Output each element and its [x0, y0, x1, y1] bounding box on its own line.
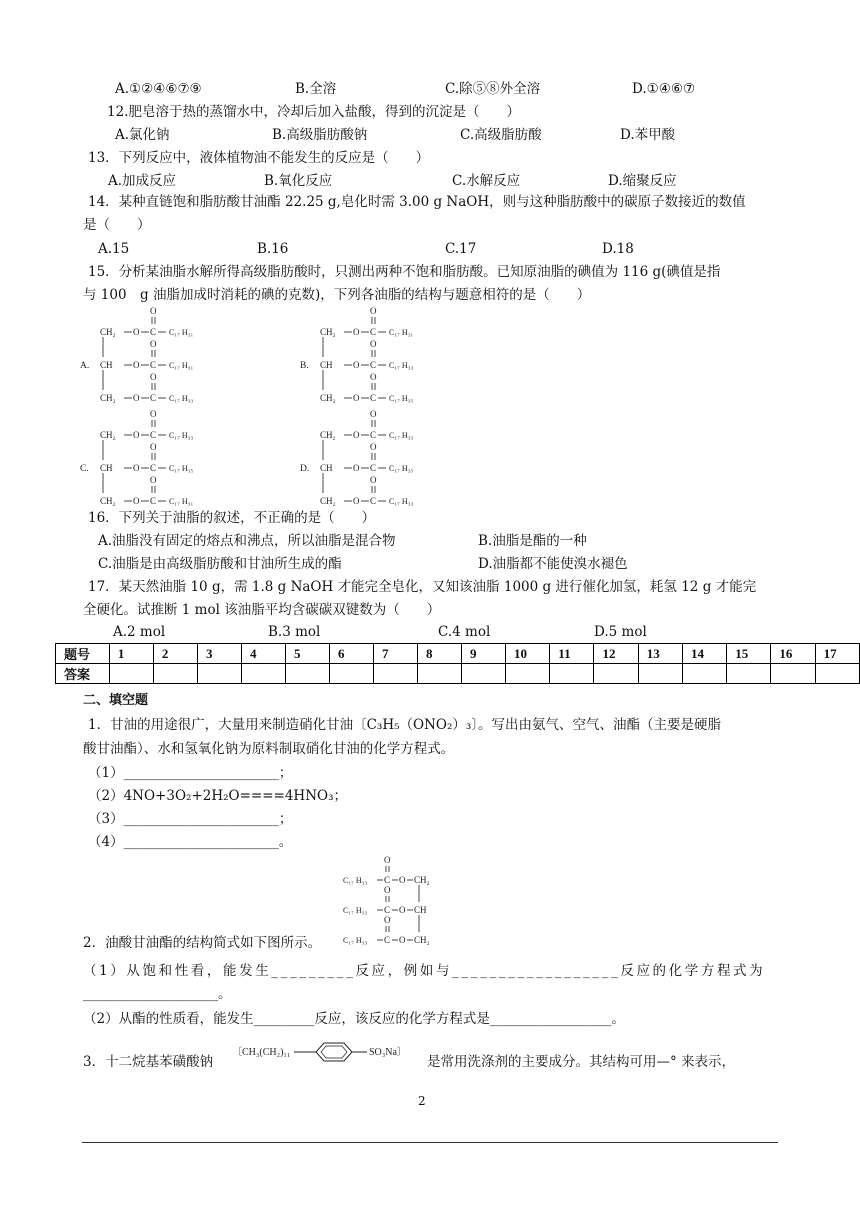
fatty-acid-chain: C₁₇ H₃₅	[389, 394, 414, 403]
s2-q2-line2: ____________________。	[83, 986, 232, 1002]
carbonyl-oxygen: O	[370, 409, 377, 419]
q11-option-a: A.①②④⑥⑦⑨	[115, 81, 202, 97]
carbonyl-carbon: C	[384, 905, 391, 915]
glycerol-carbon: CH₂	[100, 496, 116, 506]
q13-option-a: A.加成反应	[108, 173, 177, 189]
glycerol-carbon: CH₂	[320, 430, 336, 440]
q12-option-b: B.高级脂肪酸钠	[272, 127, 368, 143]
s2-q1-line2: 酸甘油酯）、水和氢氧化钠为原料制取硝化甘油的化学方程式。	[83, 741, 455, 757]
ester-oxygen: O	[353, 327, 360, 337]
carbonyl-carbon: C	[384, 935, 391, 945]
answer-cell[interactable]	[638, 664, 682, 684]
fatty-acid-chain: C₁₇ H₃₃	[169, 431, 194, 440]
oleic-chain: C₁₇ H₃₃	[343, 876, 368, 885]
fatty-acid-chain: C₁₇ H₃₁	[169, 497, 194, 506]
q16-option-c: C.油脂是由高级脂肪酸和甘油所生成的酯	[98, 556, 342, 572]
q17-option-b: B.3 mol	[268, 624, 321, 640]
fatty-acid-chain: C₁₇ H₃₃	[389, 431, 414, 440]
answer-cell[interactable]	[771, 664, 815, 684]
q14-option-c: C.17	[445, 241, 477, 257]
s2-q3-prefix: 3．十二烷基苯磺酸钠	[83, 1054, 214, 1070]
s2-q2-line1: （1）从饱和性看，能发生_________反应，例如与__________________反应的化学方程式为	[83, 963, 766, 979]
answer-cell[interactable]	[109, 664, 153, 684]
question-number-cell: 6	[329, 644, 373, 664]
formula-right: SO₃Na〕	[369, 1047, 407, 1058]
q12-stem: 12.肥皂溶于热的蒸馏水中，冷却后加入盐酸，得到的沉淀是（ ）	[107, 104, 520, 120]
glycerol-carbon: CH	[414, 905, 427, 915]
structure-c	[80, 405, 310, 509]
fatty-acid-chain: C₁₇ H₃₃	[389, 497, 414, 506]
q17-option-c: C.4 mol	[438, 624, 491, 640]
carbonyl-carbon: C	[150, 463, 157, 473]
q13-option-c: C.水解反应	[452, 173, 521, 189]
row-header-number: 题号	[56, 644, 110, 664]
answer-cell[interactable]	[462, 664, 506, 684]
answer-cell[interactable]	[594, 664, 638, 684]
q14-stem-line1: 14．某种直链饱和脂肪酸甘油酯 22.25 g,皂化时需 3.00 g NaOH，则与这种脂肪酸中的碳原子数接近的数值	[88, 194, 746, 210]
question-number-cell: 1	[109, 644, 153, 664]
q15-stem-line2: 与 100 g 油脂加成时消耗的碘的克数)，下列各油脂的结构与题意相符的是（ ）	[83, 287, 591, 303]
carbonyl-oxygen: O	[150, 475, 157, 485]
answer-table	[55, 643, 860, 684]
q11-option-b: B.全溶	[295, 81, 337, 97]
q17-option-d: D.5 mol	[594, 624, 647, 640]
answer-cell[interactable]	[815, 664, 859, 684]
carbonyl-carbon: C	[370, 393, 377, 403]
glycerol-carbon: CH₂	[320, 393, 336, 403]
structure-label: B.	[300, 361, 309, 371]
answer-table-number-row	[56, 644, 860, 664]
carbonyl-oxygen: O	[384, 915, 391, 925]
ester-oxygen: O	[133, 360, 140, 370]
fatty-acid-chain: C₁₇ H₃₁	[169, 328, 194, 337]
question-number-cell: 11	[550, 644, 594, 664]
carbonyl-oxygen: O	[370, 372, 377, 382]
carbonyl-carbon: C	[150, 430, 157, 440]
oleic-glyceride-structure	[343, 852, 453, 952]
question-number-cell: 14	[682, 644, 726, 664]
fatty-acid-chain: C₁₇ H₃₁	[389, 328, 414, 337]
glycerol-carbon: CH₂	[320, 496, 336, 506]
structure-label: C.	[80, 464, 89, 474]
question-number-cell: 4	[241, 644, 285, 664]
question-number-cell: 12	[594, 644, 638, 664]
s2-q1-item2: （2）4NO+3O₂+2H₂O====4HNO₃；	[88, 788, 347, 804]
answer-cell[interactable]	[727, 664, 771, 684]
q17-stem-line2: 全硬化。试推断 1 mol 该油脂平均含碳碳双键数为（ ）	[83, 602, 441, 618]
answer-cell[interactable]	[506, 664, 550, 684]
carbonyl-oxygen: O	[150, 372, 157, 382]
q17-option-a: A.2 mol	[113, 624, 166, 640]
carbonyl-carbon: C	[370, 360, 377, 370]
s2-q1-item4: （4）_______________________。	[88, 834, 293, 850]
q14-option-a: A.15	[98, 241, 130, 257]
structure-d	[300, 405, 530, 509]
q17-stem-line1: 17．某天然油脂 10 g，需 1.8 g NaOH 才能完全皂化，又知该油脂 1000 g 进行催化加氢，耗氢 12 g 才能完	[88, 579, 757, 595]
question-number-cell: 16	[771, 644, 815, 664]
question-number-cell: 3	[197, 644, 241, 664]
question-number-cell: 7	[374, 644, 418, 664]
q14-option-b: B.16	[257, 241, 289, 257]
question-number-cell: 15	[727, 644, 771, 664]
carbonyl-carbon: C	[150, 360, 157, 370]
ester-oxygen: O	[353, 360, 360, 370]
fatty-acid-chain: C₁₇ H₃₅	[389, 464, 414, 473]
answer-cell[interactable]	[329, 664, 373, 684]
q16-stem: 16．下列关于油脂的叙述，不正确的是（ ）	[88, 510, 376, 526]
answer-cell[interactable]	[374, 664, 418, 684]
q12-option-c: C.高级脂肪酸	[460, 127, 542, 143]
carbonyl-carbon: C	[384, 875, 391, 885]
s2-q2-line3: （2）从酯的性质看，能发生_________反应，该反应的化学方程式是__________________。	[83, 1011, 625, 1027]
glycerol-carbon: CH₂	[414, 875, 430, 885]
answer-cell[interactable]	[418, 664, 462, 684]
glycerol-carbon: CH	[320, 463, 333, 473]
dodecylbenzene-sulfonate-formula	[232, 1040, 427, 1078]
carbonyl-carbon: C	[370, 430, 377, 440]
carbonyl-oxygen: O	[150, 306, 157, 316]
question-number-cell: 8	[418, 644, 462, 664]
q12-option-d: D.苯甲酸	[620, 127, 676, 143]
s2-q1-item1: （1）_______________________；	[88, 765, 293, 781]
answer-table-answer-row	[56, 664, 860, 684]
ester-oxygen: O	[399, 905, 406, 915]
fatty-acid-chain: C₁₇ H₃₅	[169, 464, 194, 473]
question-number-cell: 9	[462, 644, 506, 664]
fatty-acid-chain: C₁₇ H₃₃	[169, 394, 194, 403]
question-number-cell: 5	[285, 644, 329, 664]
q11-option-d: D.①④⑥⑦	[632, 81, 696, 97]
ester-oxygen: O	[133, 430, 140, 440]
answer-cell[interactable]	[285, 664, 329, 684]
s2-q2-stem: 2．油酸甘油酯的结构简式如下图所示。	[83, 935, 322, 951]
ester-oxygen: O	[353, 463, 360, 473]
q12-option-a: A.氯化钠	[115, 127, 170, 143]
ester-oxygen: O	[133, 463, 140, 473]
glycerol-carbon: CH	[100, 360, 113, 370]
q13-option-b: B.氧化反应	[264, 173, 333, 189]
page-number: 2	[418, 1094, 426, 1108]
q16-option-a: A.油脂没有固定的熔点和沸点，所以油脂是混合物	[98, 533, 396, 549]
s2-q1-item3: （3）_______________________；	[88, 811, 293, 827]
fatty-acid-chain: C₁₇ H₃₁	[169, 361, 194, 370]
glycerol-carbon: CH₂	[100, 430, 116, 440]
answer-cell[interactable]	[682, 664, 726, 684]
glycerol-carbon: CH₂	[100, 327, 116, 337]
q13-option-d: D.缩聚反应	[608, 173, 677, 189]
structure-a	[80, 302, 310, 406]
q13-stem: 13．下列反应中，液体植物油不能发生的反应是（ ）	[88, 150, 430, 166]
carbonyl-oxygen: O	[150, 442, 157, 452]
ester-oxygen: O	[399, 875, 406, 885]
question-number-cell: 13	[638, 644, 682, 664]
oleic-chain: C₁₇ H₃₃	[343, 936, 368, 945]
carbonyl-oxygen: O	[370, 306, 377, 316]
answer-cell[interactable]	[550, 664, 594, 684]
section-title: 二、填空题	[83, 693, 149, 708]
ester-oxygen: O	[133, 327, 140, 337]
glycerol-carbon: CH₂	[414, 935, 430, 945]
glycerol-carbon: CH	[100, 463, 113, 473]
glycerol-carbon: CH₂	[320, 327, 336, 337]
answer-cell[interactable]	[153, 664, 197, 684]
ester-oxygen: O	[399, 935, 406, 945]
oleic-chain: C₁₇ H₃₃	[343, 906, 368, 915]
structure-label: A.	[80, 361, 90, 371]
fatty-acid-chain: C₁₇ H₃₃	[389, 361, 414, 370]
s2-q3-suffix: 是常用洗涤剂的主要成分。其结构可用—° 来表示，	[427, 1054, 736, 1070]
structure-b	[300, 302, 530, 406]
carbonyl-oxygen: O	[370, 442, 377, 452]
q14-option-d: D.18	[602, 241, 634, 257]
carbonyl-oxygen: O	[370, 475, 377, 485]
ester-oxygen: O	[353, 430, 360, 440]
ester-oxygen: O	[353, 496, 360, 506]
carbonyl-oxygen: O	[150, 409, 157, 419]
carbonyl-carbon: C	[150, 393, 157, 403]
q11-option-c: C.除⑤⑧外全溶	[445, 81, 541, 97]
question-number-cell: 17	[815, 644, 859, 664]
carbonyl-carbon: C	[370, 463, 377, 473]
footer-rule	[82, 1142, 778, 1143]
carbonyl-carbon: C	[370, 327, 377, 337]
q15-stem-line1: 15．分析某油脂水解所得高级脂肪酸时，只测出两种不饱和脂肪酸。已知原油脂的碘值为 116 g(碘值是指	[88, 264, 721, 280]
structure-label: D.	[300, 464, 310, 474]
answer-cell[interactable]	[197, 664, 241, 684]
carbonyl-carbon: C	[150, 327, 157, 337]
carbonyl-carbon: C	[150, 496, 157, 506]
question-number-cell: 2	[153, 644, 197, 664]
ester-oxygen: O	[133, 393, 140, 403]
formula-left: 〔CH₃(CH₂)₁₁	[232, 1047, 291, 1058]
row-header-answer: 答案	[56, 664, 110, 684]
carbonyl-oxygen: O	[370, 339, 377, 349]
carbonyl-oxygen: O	[384, 885, 391, 895]
q16-option-b: B.油脂是酯的一种	[478, 533, 587, 549]
answer-cell[interactable]	[241, 664, 285, 684]
s2-q1-line1: 1．甘油的用途很广，大量用来制造硝化甘油〔C₃H₅（ONO₂）₃〕。写出由氨气、空气、油酯（主要是硬脂	[88, 717, 722, 733]
carbonyl-oxygen: O	[384, 855, 391, 865]
carbonyl-oxygen: O	[150, 339, 157, 349]
carbonyl-carbon: C	[370, 496, 377, 506]
q14-stem-line2: 是（ ）	[83, 217, 151, 233]
ester-oxygen: O	[133, 496, 140, 506]
glycerol-carbon: CH₂	[100, 393, 116, 403]
q16-option-d: D.油脂都不能使溴水褪色	[478, 556, 628, 572]
glycerol-carbon: CH	[320, 360, 333, 370]
ester-oxygen: O	[353, 393, 360, 403]
question-number-cell: 10	[506, 644, 550, 664]
